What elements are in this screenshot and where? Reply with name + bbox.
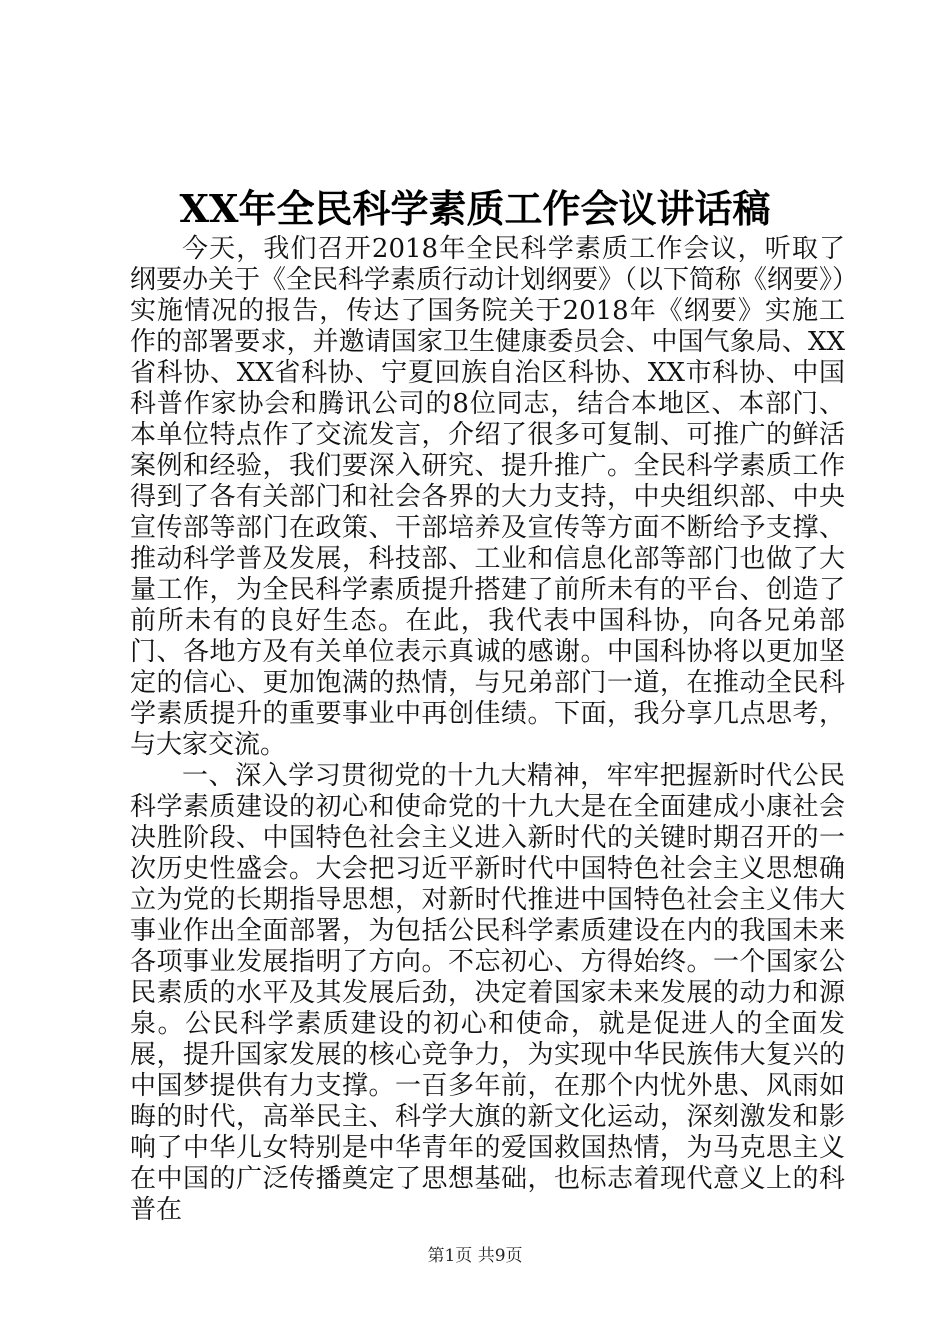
paragraph-section-one: 一、深入学习贯彻党的十九大精神，牢牢把握新时代公民科学素质建设的初心和使命党的十九大是在全面建成小康社会决胜阶段、中国特色社会主义进入新时代的关键时期召开的一次历史性盛会。大会把习近平新时代中国特色社会主义思想确立为党的长期指导思想，对新时代推进中国特色社会主义伟大事业作出全面部署，为包括公民科学素质建设在内的我国未来各项事业发展指明了方向。不忘初心、方得始终。一个国家公民素质的水平及其发展后劲，决定着国家未来发展的动力和源泉。公民科学素质建设的初心和使命，就是促进人的全面发展，提升国家发展的核心竞争力，为实现中华民族伟大复兴的中国梦提供有力支撑。一百多年前，在那个内忧外患、风雨如晦的时代，高举民主、科学大旗的新文化运动，深刻激发和影响了中华儿女特别是中华青年的爱国救国热情，为马克思主义在中国的广泛传播奠定了思想基础，也标志着现代意义上的科普在 xyxy=(130,761,845,1225)
document-title: XX年全民科学素质工作会议讲话稿 xyxy=(179,186,771,231)
page-footer: 第1页 共9页 xyxy=(427,1246,523,1266)
paragraph-intro: 今天，我们召开2018年全民科学素质工作会议，听取了纲要办关于《全民科学素质行动计划纲要》（以下简称《纲要》）实施情况的报告，传达了国务院关于2018年《纲要》实施工作的部署要求，并邀请国家卫生健康委员会、中国气象局、XX省科协、XX省科协、宁夏回族自治区科协、XX市科协、中国科普作家协会和腾讯公司的8位同志，结合本地区、本部门、本单位特点作了交流发言，介绍了很多可复制、可推广的鲜活案例和经验，我们要深入研究、提升推广。全民科学素质工作得到了各有关部门和社会各界的大力支持，中央组织部、中央宣传部等部门在政策、干部培养及宣传等方面不断给予支撑、推动科学普及发展，科技部、工业和信息化部等部门也做了大量工作，为全民科学素质提升搭建了前所未有的平台、创造了前所未有的良好生态。在此，我代表中国科协，向各兄弟部门、各地方及有关单位表示真诚的感谢。中国科协将以更加坚定的信心、更加饱满的热情，与兄弟部门一道，在推动全民科学素质提升的重要事业中再创佳绩。下面，我分享几点思考，与大家交流。 xyxy=(130,234,846,760)
document-body xyxy=(130,234,845,1226)
